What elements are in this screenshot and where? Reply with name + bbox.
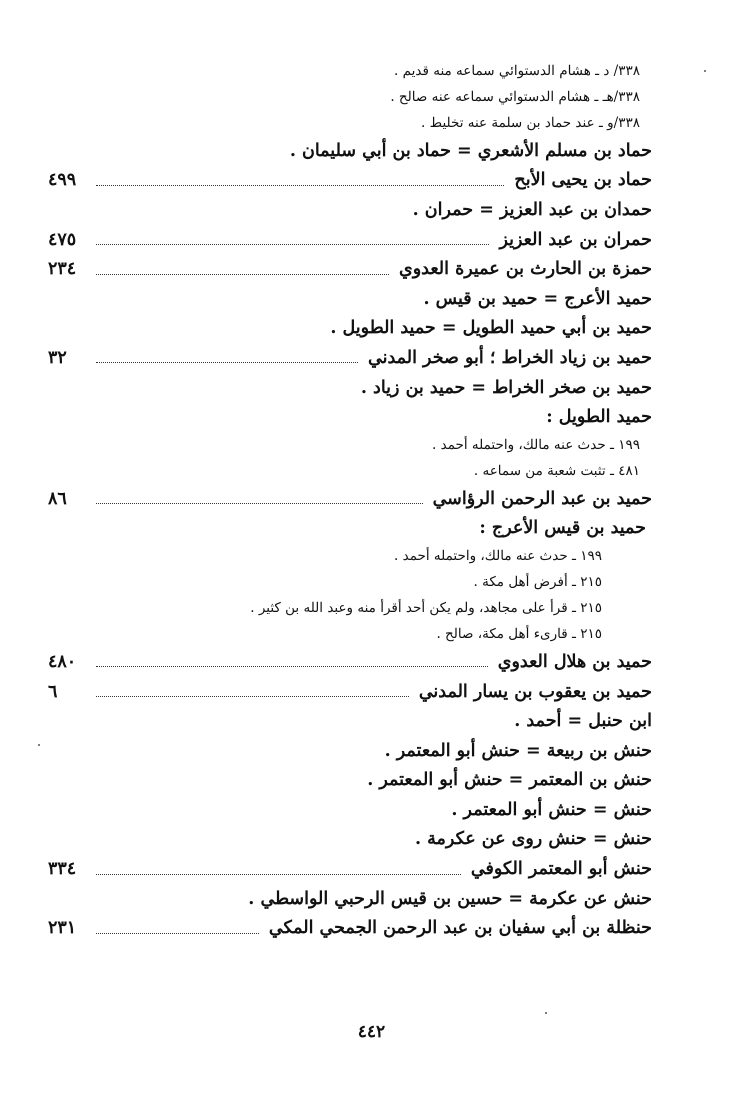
index-note	[48, 595, 652, 621]
entry-name: حميد بن يعقوب بن يسار المدني	[418, 681, 652, 702]
index-entry	[48, 677, 652, 707]
index-note	[48, 58, 652, 84]
entry-name: حمران بن عبد العزيز	[499, 229, 652, 250]
index-entry	[48, 706, 652, 736]
scan-speck	[704, 70, 706, 72]
index-entry	[48, 795, 652, 825]
scan-speck	[38, 744, 40, 746]
index-entry	[48, 766, 652, 796]
index-entry	[48, 254, 652, 284]
index-entry	[48, 166, 652, 196]
index-entries	[48, 58, 652, 943]
index-note	[48, 569, 652, 595]
leader-dots	[96, 666, 488, 667]
leader-dots	[96, 274, 389, 275]
entry-page-number: ٢٣١	[48, 918, 77, 939]
index-entry	[48, 825, 652, 855]
index-note	[48, 432, 652, 458]
entry-page-number: ٤٩٩	[48, 170, 77, 191]
index-entry	[48, 913, 652, 943]
index-entry	[48, 647, 652, 677]
leader-dots	[96, 185, 504, 186]
index-entry	[48, 373, 652, 403]
entry-name: حماد بن مسلم الأشعري = حماد بن أبي سليمان .	[289, 140, 652, 161]
leader-dots	[96, 874, 461, 875]
entry-name: حميد بن قيس الأعرج :	[479, 518, 646, 539]
entry-name: حميد الطويل :	[546, 407, 652, 428]
note-text: ١٩٩ ـ حدث عنه مالك، واحتمله أحمد .	[394, 548, 602, 565]
note-text: ٢١٥ ـ قرأ على مجاهد، ولم يكن أحد أقرأ منه وعبد الله بن كثير .	[250, 600, 602, 617]
entry-name: حنش بن ربيعة = حنش أبو المعتمر .	[384, 740, 652, 761]
entry-name: ابن حنبل = أحمد .	[514, 711, 652, 732]
index-note	[48, 543, 652, 569]
index-entry	[48, 136, 652, 166]
leader-dots	[96, 696, 409, 697]
entry-name: حنظلة بن أبي سفيان بن عبد الرحمن الجمحي المكي	[268, 918, 652, 939]
leader-dots	[96, 362, 358, 363]
note-text: ٣٣٨/ د ـ هشام الدستوائي سماعه منه قديم .	[394, 63, 640, 79]
index-entry	[48, 314, 652, 344]
note-text: ٢١٥ ـ قارىء أهل مكة، صالح .	[436, 626, 602, 643]
entry-name: حماد بن يحيى الأبح	[514, 170, 652, 191]
note-text: ١٩٩ ـ حدث عنه مالك، واحتمله أحمد .	[432, 436, 640, 453]
index-entry	[48, 343, 652, 373]
note-text: ٤٨١ ـ تثبت شعبة من سماعه .	[473, 462, 640, 479]
index-note	[48, 110, 652, 136]
index-entry	[48, 884, 652, 914]
index-note	[48, 84, 652, 110]
page-number: ٤٤٢	[357, 1022, 386, 1042]
index-entry	[48, 854, 652, 884]
entry-name: حميد بن هلال العدوي	[497, 651, 652, 672]
entry-name: حميد بن صخر الخراط = حميد بن زياد .	[360, 377, 652, 398]
entry-name: حميد بن زياد الخراط ؛ أبو صخر المدني	[368, 347, 652, 368]
entry-name: حنش = حنش أبو المعتمر .	[451, 799, 652, 820]
index-note	[48, 621, 652, 647]
leader-dots	[96, 933, 259, 934]
entry-name: حنش = حنش روى عن عكرمة .	[414, 829, 652, 850]
entry-page-number: ٣٣٤	[48, 859, 77, 880]
index-entry	[48, 514, 652, 544]
index-entry	[48, 402, 652, 432]
entry-name: حنش بن المعتمر = حنش أبو المعتمر .	[367, 770, 652, 791]
index-entry	[48, 284, 652, 314]
entry-page-number: ٤٨٠	[48, 651, 77, 672]
index-entry	[48, 736, 652, 766]
scan-speck	[545, 1012, 547, 1014]
entry-name: حميد بن عبد الرحمن الرؤاسي	[432, 488, 652, 509]
entry-name: حنش أبو المعتمر الكوفي	[470, 859, 652, 880]
note-text: ٣٣٨/و ـ عند حماد بن سلمة عنه تخليط .	[421, 115, 640, 131]
entry-page-number: ٤٧٥	[48, 229, 77, 250]
entry-page-number: ٣٢	[48, 347, 67, 368]
entry-page-number: ٨٦	[48, 488, 67, 509]
note-text: ٣٣٨/هـ ـ هشام الدستوائي سماعه عنه صالح .	[390, 89, 640, 105]
note-text: ٢١٥ ـ أفرض أهل مكة .	[473, 574, 602, 591]
entry-name: حمزة بن الحارث بن عميرة العدوي	[399, 259, 652, 280]
entry-page-number: ٢٣٤	[48, 259, 77, 280]
index-note	[48, 458, 652, 484]
index-entry	[48, 195, 652, 225]
entry-name: حمدان بن عبد العزيز = حمران .	[412, 199, 652, 220]
entry-name: حميد بن أبي حميد الطويل = حميد الطويل .	[330, 318, 652, 339]
index-entry	[48, 225, 652, 255]
entry-page-number: ٦	[48, 681, 58, 702]
index-entry	[48, 484, 652, 514]
entry-name: حنش عن عكرمة = حسين بن قيس الرحبي الواسطي .	[248, 888, 652, 909]
entry-name: حميد الأعرج = حميد بن قيس .	[423, 288, 652, 309]
leader-dots	[96, 503, 423, 504]
leader-dots	[96, 244, 489, 245]
